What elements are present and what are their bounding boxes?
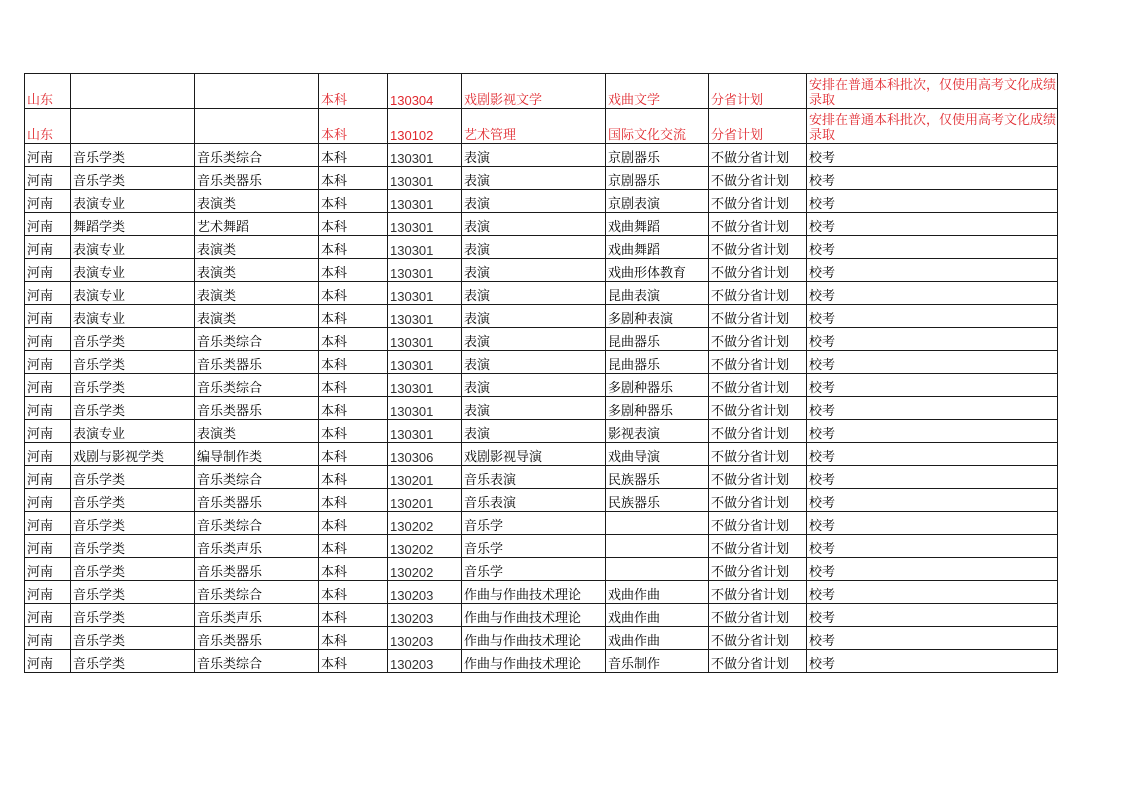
table-row	[25, 259, 1058, 282]
major-name-cell: 音乐学	[462, 512, 606, 535]
admission-note-cell: 校考	[807, 650, 1058, 673]
plan-type-cell: 不做分省计划	[709, 305, 807, 328]
direction-cell: 戏曲舞蹈	[606, 213, 709, 236]
major-name-cell: 作曲与作曲技术理论	[462, 581, 606, 604]
table-row	[25, 351, 1058, 374]
level-cell: 本科	[319, 604, 388, 627]
plan-type-cell: 不做分省计划	[709, 558, 807, 581]
table-row	[25, 512, 1058, 535]
table-row	[25, 144, 1058, 167]
admission-note-cell: 校考	[807, 397, 1058, 420]
major-code-cell: 130301	[388, 282, 462, 305]
subcategory-cell: 音乐类综合	[195, 466, 319, 489]
admission-note-cell: 校考	[807, 351, 1058, 374]
category-cell: 音乐学类	[71, 351, 195, 374]
major-name-cell: 戏剧影视导演	[462, 443, 606, 466]
category-cell: 表演专业	[71, 236, 195, 259]
table-body	[25, 74, 1058, 673]
category-cell: 音乐学类	[71, 397, 195, 420]
category-cell: 音乐学类	[71, 328, 195, 351]
level-cell: 本科	[319, 397, 388, 420]
direction-cell: 多剧种器乐	[606, 397, 709, 420]
major-name-cell: 音乐表演	[462, 489, 606, 512]
direction-cell: 戏曲形体教育	[606, 259, 709, 282]
province-cell: 河南	[25, 397, 71, 420]
category-cell: 音乐学类	[71, 627, 195, 650]
admission-note-cell: 校考	[807, 144, 1058, 167]
major-code-cell: 130202	[388, 512, 462, 535]
major-code-cell: 130301	[388, 167, 462, 190]
direction-cell: 音乐制作	[606, 650, 709, 673]
level-cell: 本科	[319, 512, 388, 535]
admission-note-cell: 校考	[807, 167, 1058, 190]
direction-cell: 民族器乐	[606, 466, 709, 489]
major-name-cell: 音乐表演	[462, 466, 606, 489]
plan-type-cell: 分省计划	[709, 74, 807, 109]
direction-cell	[606, 512, 709, 535]
table-row	[25, 236, 1058, 259]
admission-note-cell: 校考	[807, 328, 1058, 351]
table-row	[25, 443, 1058, 466]
admission-note-cell: 安排在普通本科批次，仅使用高考文化成绩录取	[807, 109, 1058, 144]
major-name-cell: 艺术管理	[462, 109, 606, 144]
plan-type-cell: 不做分省计划	[709, 489, 807, 512]
plan-type-cell: 不做分省计划	[709, 167, 807, 190]
major-name-cell: 作曲与作曲技术理论	[462, 627, 606, 650]
province-cell: 山东	[25, 74, 71, 109]
province-cell: 河南	[25, 535, 71, 558]
subcategory-cell: 音乐类器乐	[195, 351, 319, 374]
major-code-cell: 130301	[388, 374, 462, 397]
table-row	[25, 305, 1058, 328]
category-cell: 音乐学类	[71, 167, 195, 190]
admission-note-cell: 校考	[807, 489, 1058, 512]
table-row	[25, 535, 1058, 558]
level-cell: 本科	[319, 650, 388, 673]
province-cell: 河南	[25, 443, 71, 466]
admission-note-cell: 校考	[807, 305, 1058, 328]
plan-type-cell: 不做分省计划	[709, 236, 807, 259]
plan-type-cell: 不做分省计划	[709, 466, 807, 489]
subcategory-cell: 音乐类综合	[195, 581, 319, 604]
table-row	[25, 489, 1058, 512]
plan-type-cell: 不做分省计划	[709, 190, 807, 213]
major-name-cell: 表演	[462, 259, 606, 282]
major-code-cell: 130306	[388, 443, 462, 466]
direction-cell: 影视表演	[606, 420, 709, 443]
plan-type-cell: 不做分省计划	[709, 328, 807, 351]
province-cell: 河南	[25, 558, 71, 581]
category-cell: 舞蹈学类	[71, 213, 195, 236]
direction-cell: 多剧种器乐	[606, 374, 709, 397]
subcategory-cell: 编导制作类	[195, 443, 319, 466]
major-name-cell: 表演	[462, 190, 606, 213]
subcategory-cell: 表演类	[195, 259, 319, 282]
table-row	[25, 466, 1058, 489]
level-cell: 本科	[319, 213, 388, 236]
plan-type-cell: 不做分省计划	[709, 535, 807, 558]
level-cell: 本科	[319, 351, 388, 374]
table-row	[25, 420, 1058, 443]
subcategory-cell	[195, 74, 319, 109]
direction-cell: 戏曲舞蹈	[606, 236, 709, 259]
admission-note-cell: 校考	[807, 374, 1058, 397]
plan-type-cell: 不做分省计划	[709, 443, 807, 466]
major-name-cell: 音乐学	[462, 535, 606, 558]
table-row	[25, 167, 1058, 190]
category-cell: 音乐学类	[71, 535, 195, 558]
major-code-cell: 130301	[388, 420, 462, 443]
subcategory-cell: 音乐类器乐	[195, 558, 319, 581]
category-cell: 音乐学类	[71, 581, 195, 604]
table-row	[25, 328, 1058, 351]
subcategory-cell: 表演类	[195, 305, 319, 328]
admission-note-cell: 校考	[807, 259, 1058, 282]
admission-note-cell: 校考	[807, 535, 1058, 558]
subcategory-cell: 音乐类综合	[195, 650, 319, 673]
level-cell: 本科	[319, 466, 388, 489]
category-cell: 音乐学类	[71, 558, 195, 581]
level-cell: 本科	[319, 167, 388, 190]
admission-note-cell: 校考	[807, 236, 1058, 259]
subcategory-cell: 音乐类声乐	[195, 535, 319, 558]
major-code-cell: 130102	[388, 109, 462, 144]
major-code-cell: 130202	[388, 558, 462, 581]
table-row	[25, 109, 1058, 144]
major-name-cell: 表演	[462, 305, 606, 328]
category-cell: 戏剧与影视学类	[71, 443, 195, 466]
table-row	[25, 558, 1058, 581]
province-cell: 河南	[25, 466, 71, 489]
major-code-cell: 130301	[388, 236, 462, 259]
level-cell: 本科	[319, 443, 388, 466]
direction-cell: 国际文化交流	[606, 109, 709, 144]
level-cell: 本科	[319, 259, 388, 282]
direction-cell: 多剧种表演	[606, 305, 709, 328]
category-cell: 音乐学类	[71, 374, 195, 397]
level-cell: 本科	[319, 328, 388, 351]
level-cell: 本科	[319, 236, 388, 259]
admission-note-cell: 校考	[807, 558, 1058, 581]
major-code-cell: 130301	[388, 190, 462, 213]
level-cell: 本科	[319, 305, 388, 328]
category-cell: 音乐学类	[71, 466, 195, 489]
province-cell: 河南	[25, 489, 71, 512]
direction-cell: 戏曲作曲	[606, 581, 709, 604]
major-name-cell: 表演	[462, 420, 606, 443]
level-cell: 本科	[319, 74, 388, 109]
plan-type-cell: 不做分省计划	[709, 650, 807, 673]
table-row	[25, 74, 1058, 109]
direction-cell: 戏曲作曲	[606, 604, 709, 627]
subcategory-cell: 音乐类器乐	[195, 397, 319, 420]
major-name-cell: 表演	[462, 167, 606, 190]
level-cell: 本科	[319, 581, 388, 604]
level-cell: 本科	[319, 489, 388, 512]
subcategory-cell: 表演类	[195, 190, 319, 213]
major-name-cell: 表演	[462, 144, 606, 167]
subcategory-cell: 音乐类综合	[195, 374, 319, 397]
admissions-plan-table	[24, 73, 1058, 673]
level-cell: 本科	[319, 558, 388, 581]
direction-cell: 戏曲导演	[606, 443, 709, 466]
major-name-cell: 表演	[462, 213, 606, 236]
direction-cell: 京剧器乐	[606, 144, 709, 167]
province-cell: 河南	[25, 627, 71, 650]
category-cell: 表演专业	[71, 420, 195, 443]
table-row	[25, 650, 1058, 673]
province-cell: 河南	[25, 282, 71, 305]
major-name-cell: 表演	[462, 328, 606, 351]
category-cell: 表演专业	[71, 305, 195, 328]
major-code-cell: 130202	[388, 535, 462, 558]
admission-note-cell: 校考	[807, 443, 1058, 466]
direction-cell: 京剧器乐	[606, 167, 709, 190]
province-cell: 河南	[25, 259, 71, 282]
direction-cell: 昆曲器乐	[606, 351, 709, 374]
admission-note-cell: 校考	[807, 213, 1058, 236]
province-cell: 河南	[25, 420, 71, 443]
admission-note-cell: 校考	[807, 420, 1058, 443]
province-cell: 河南	[25, 144, 71, 167]
direction-cell: 昆曲表演	[606, 282, 709, 305]
category-cell: 音乐学类	[71, 512, 195, 535]
major-code-cell: 130301	[388, 305, 462, 328]
category-cell: 表演专业	[71, 259, 195, 282]
major-code-cell: 130203	[388, 581, 462, 604]
admission-note-cell: 安排在普通本科批次，仅使用高考文化成绩录取	[807, 74, 1058, 109]
subcategory-cell: 表演类	[195, 282, 319, 305]
admission-note-cell: 校考	[807, 466, 1058, 489]
province-cell: 河南	[25, 167, 71, 190]
major-name-cell: 作曲与作曲技术理论	[462, 650, 606, 673]
table-row	[25, 397, 1058, 420]
table-row	[25, 213, 1058, 236]
major-code-cell: 130203	[388, 650, 462, 673]
admission-note-cell: 校考	[807, 190, 1058, 213]
category-cell: 表演专业	[71, 282, 195, 305]
table-row	[25, 627, 1058, 650]
subcategory-cell: 音乐类综合	[195, 144, 319, 167]
category-cell	[71, 109, 195, 144]
admission-note-cell: 校考	[807, 581, 1058, 604]
level-cell: 本科	[319, 144, 388, 167]
province-cell: 河南	[25, 581, 71, 604]
direction-cell: 昆曲器乐	[606, 328, 709, 351]
level-cell: 本科	[319, 282, 388, 305]
major-name-cell: 作曲与作曲技术理论	[462, 604, 606, 627]
major-name-cell: 表演	[462, 397, 606, 420]
subcategory-cell: 音乐类器乐	[195, 489, 319, 512]
major-code-cell: 130304	[388, 74, 462, 109]
subcategory-cell: 音乐类声乐	[195, 604, 319, 627]
plan-type-cell: 不做分省计划	[709, 282, 807, 305]
province-cell: 河南	[25, 604, 71, 627]
major-name-cell: 表演	[462, 351, 606, 374]
province-cell: 河南	[25, 374, 71, 397]
province-cell: 山东	[25, 109, 71, 144]
admission-note-cell: 校考	[807, 282, 1058, 305]
category-cell: 音乐学类	[71, 650, 195, 673]
major-name-cell: 表演	[462, 282, 606, 305]
level-cell: 本科	[319, 109, 388, 144]
table-row	[25, 190, 1058, 213]
table-row	[25, 581, 1058, 604]
province-cell: 河南	[25, 236, 71, 259]
major-code-cell: 130203	[388, 604, 462, 627]
major-code-cell: 130301	[388, 213, 462, 236]
province-cell: 河南	[25, 213, 71, 236]
plan-type-cell: 不做分省计划	[709, 259, 807, 282]
category-cell: 音乐学类	[71, 604, 195, 627]
major-name-cell: 表演	[462, 374, 606, 397]
subcategory-cell: 音乐类器乐	[195, 627, 319, 650]
province-cell: 河南	[25, 190, 71, 213]
subcategory-cell: 表演类	[195, 236, 319, 259]
plan-type-cell: 不做分省计划	[709, 627, 807, 650]
direction-cell: 戏曲作曲	[606, 627, 709, 650]
subcategory-cell: 表演类	[195, 420, 319, 443]
major-code-cell: 130301	[388, 351, 462, 374]
major-name-cell: 表演	[462, 236, 606, 259]
table-row	[25, 604, 1058, 627]
plan-type-cell: 不做分省计划	[709, 397, 807, 420]
plan-type-cell: 不做分省计划	[709, 581, 807, 604]
province-cell: 河南	[25, 650, 71, 673]
subcategory-cell: 艺术舞蹈	[195, 213, 319, 236]
province-cell: 河南	[25, 305, 71, 328]
plan-type-cell: 不做分省计划	[709, 351, 807, 374]
level-cell: 本科	[319, 420, 388, 443]
major-code-cell: 130201	[388, 489, 462, 512]
direction-cell: 戏曲文学	[606, 74, 709, 109]
category-cell: 音乐学类	[71, 144, 195, 167]
plan-type-cell: 分省计划	[709, 109, 807, 144]
major-code-cell: 130301	[388, 397, 462, 420]
admission-note-cell: 校考	[807, 512, 1058, 535]
major-code-cell: 130301	[388, 259, 462, 282]
province-cell: 河南	[25, 512, 71, 535]
major-name-cell: 音乐学	[462, 558, 606, 581]
admission-note-cell: 校考	[807, 604, 1058, 627]
plan-type-cell: 不做分省计划	[709, 604, 807, 627]
province-cell: 河南	[25, 351, 71, 374]
direction-cell: 京剧表演	[606, 190, 709, 213]
plan-type-cell: 不做分省计划	[709, 512, 807, 535]
direction-cell	[606, 535, 709, 558]
direction-cell	[606, 558, 709, 581]
subcategory-cell: 音乐类综合	[195, 328, 319, 351]
plan-type-cell: 不做分省计划	[709, 374, 807, 397]
subcategory-cell	[195, 109, 319, 144]
major-code-cell: 130203	[388, 627, 462, 650]
major-code-cell: 130201	[388, 466, 462, 489]
major-code-cell: 130301	[388, 144, 462, 167]
direction-cell: 民族器乐	[606, 489, 709, 512]
table-row	[25, 374, 1058, 397]
major-code-cell: 130301	[388, 328, 462, 351]
plan-type-cell: 不做分省计划	[709, 420, 807, 443]
admission-note-cell: 校考	[807, 627, 1058, 650]
plan-type-cell: 不做分省计划	[709, 144, 807, 167]
category-cell: 音乐学类	[71, 489, 195, 512]
province-cell: 河南	[25, 328, 71, 351]
level-cell: 本科	[319, 190, 388, 213]
table-row	[25, 282, 1058, 305]
level-cell: 本科	[319, 627, 388, 650]
category-cell: 表演专业	[71, 190, 195, 213]
category-cell	[71, 74, 195, 109]
subcategory-cell: 音乐类器乐	[195, 167, 319, 190]
plan-type-cell: 不做分省计划	[709, 213, 807, 236]
level-cell: 本科	[319, 535, 388, 558]
major-name-cell: 戏剧影视文学	[462, 74, 606, 109]
subcategory-cell: 音乐类综合	[195, 512, 319, 535]
level-cell: 本科	[319, 374, 388, 397]
